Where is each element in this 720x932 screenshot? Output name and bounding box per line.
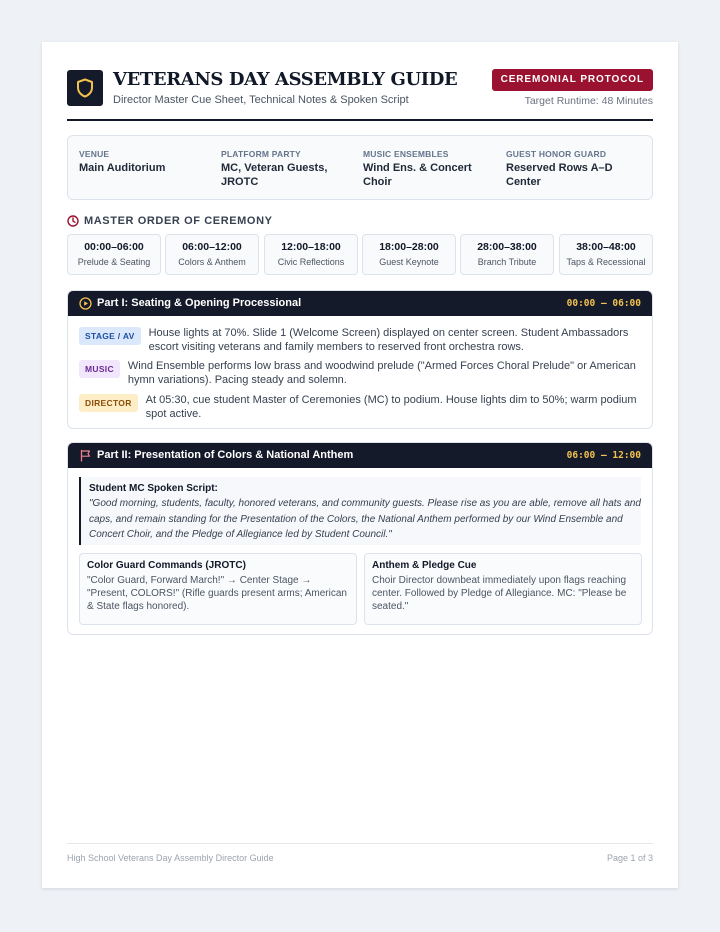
page [42,42,678,888]
timeline-item [362,234,456,275]
cue-text: At 05:30, cue student Master of Ceremonies (MC) to podium. House lights dim to 50%; warm podium spot active. [145,394,637,420]
info-platform-party [221,149,351,189]
cue-director [79,393,639,421]
flag-icon [79,449,92,462]
info-music-ensembles [363,149,503,189]
script-label: Student MC Spoken Script: [89,483,218,494]
play-circle-icon [79,297,92,310]
part-two-section [67,442,653,635]
script-text: "Good morning, students, faculty, honored veterans, and community guests. Please rise as you are able, remove all hats and caps, and remain standing for the Presentation of the Colors, the National Anthem performed by our Wind Ensemble and Concert Choir, and the Pledge of Allegiance led by Student Council." [89,498,641,540]
cue-text: Wind Ensemble performs low brass and woodwind prelude ("Armed Forces Choral Prelude" or American hymn variations). Pacing steady and solemn. [127,360,636,386]
protocol-badge: CEREMONIAL PROTOCOL [492,69,653,91]
timeline-item [559,234,653,275]
page-footer [67,843,653,865]
music-tag: MUSIC [79,360,120,378]
info-value: Wind Ens. & Concert Choir [363,162,472,188]
timeline-label: Prelude & Seating [77,257,151,267]
info-venue [79,149,214,175]
stage-av-tag: STAGE / AV [79,327,141,345]
header [67,69,653,121]
part-one-time: 00:00 – 06:00 [566,298,641,309]
order-heading-label: MASTER ORDER OF CEREMONY [84,215,273,227]
timeline-label: Taps & Recessional [566,257,646,267]
timeline-item [165,234,259,275]
timeline-item [264,234,358,275]
part-two-title: Part II: Presentation of Colors & National Anthem [97,449,354,461]
timeline-time: 38:00–48:00 [576,241,636,253]
color-guard-card [79,553,357,625]
mc-script-block [79,477,641,545]
info-label: PLATFORM PARTY [221,149,301,159]
part-two-header [68,443,652,468]
target-runtime: Target Runtime: 48 Minutes [524,95,653,107]
cue-text: House lights at 70%. Slide 1 (Welcome Screen) displayed on center screen. Student Ambassadors escort visiting veterans and family members to reserved front orchestra rows. [148,327,629,353]
timeline-label: Civic Reflections [277,257,345,267]
info-value: Reserved Rows A–D Center [506,162,613,188]
director-tag: DIRECTOR [79,394,138,412]
shield-icon [76,78,94,98]
timeline-label: Colors & Anthem [178,257,246,267]
page-title: VETERANS DAY ASSEMBLY GUIDE [113,69,458,90]
info-label: MUSIC ENSEMBLES [363,149,449,159]
info-value: Main Auditorium [79,162,166,174]
part-one-header [68,291,652,316]
part-two-time: 06:00 – 12:00 [566,450,641,461]
timeline-time: 28:00–38:00 [477,241,537,253]
event-info-panel [67,135,653,200]
timeline-item [460,234,554,275]
page-subtitle: Director Master Cue Sheet, Technical Notes & Spoken Script [113,94,409,106]
part-one-title: Part I: Seating & Opening Processional [97,297,302,309]
timeline-time: 00:00–06:00 [84,241,144,253]
info-honor-guard [506,149,626,189]
timeline-time: 12:00–18:00 [281,241,341,253]
card-title: Anthem & Pledge Cue [372,560,477,571]
info-label: GUEST HONOR GUARD [506,149,607,159]
part-one-section [67,290,653,429]
card-text: Choir Director downbeat immediately upon flags reaching center. Followed by Pledge of Allegiance. MC: "Please be seated." [372,575,627,612]
cue-music [79,359,639,387]
timeline-label: Branch Tribute [477,257,537,267]
card-title: Color Guard Commands (JROTC) [87,560,246,571]
info-label: VENUE [79,149,110,159]
logo [67,70,103,106]
cue-stage-av [79,326,639,354]
info-value: MC, Veteran Guests, JROTC [221,162,328,188]
timeline-label: Guest Keynote [379,257,439,267]
timeline-item [67,234,161,275]
order-heading [67,214,273,228]
anthem-pledge-card [364,553,642,625]
card-text: "Color Guard, Forward March!" → Center Stage → "Present, COLORS!" (Rifle guards present arms; American & State flags honored). [87,575,347,612]
timeline-time: 06:00–12:00 [182,241,242,253]
footer-doc-title: High School Veterans Day Assembly Director Guide [67,853,274,863]
ceremony-timeline [67,234,653,275]
timeline-time: 18:00–28:00 [379,241,439,253]
clock-icon [67,215,79,227]
page-number: Page 1 of 3 [606,853,653,863]
